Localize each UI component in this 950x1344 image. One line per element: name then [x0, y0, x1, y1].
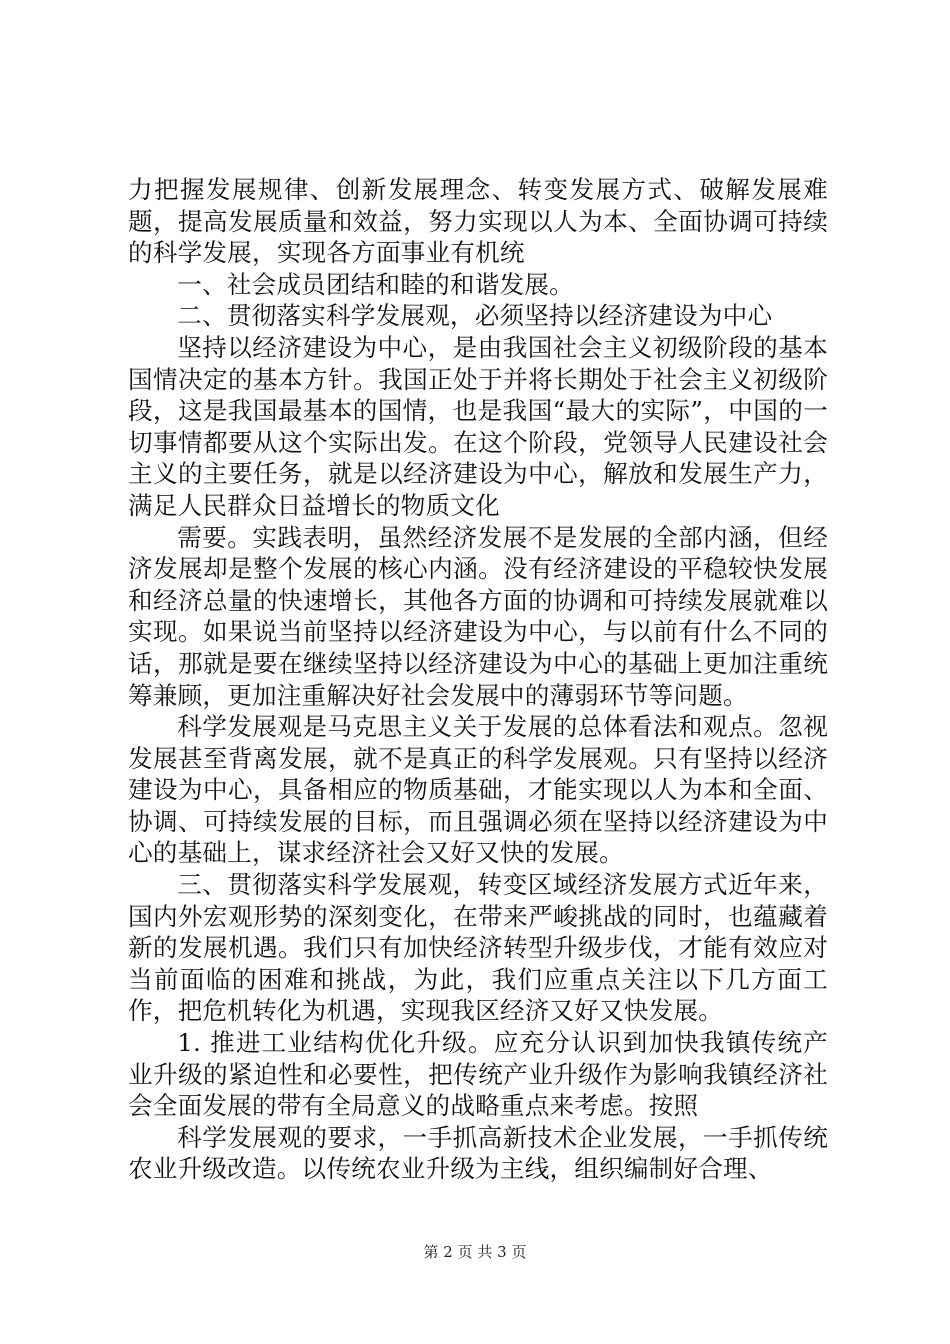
paragraph-body: 坚持以经济建设为中心，是由我国社会主义初级阶段的基本国情决定的基本方针。我国正处于并将长期处于社会主义初级阶段，这是我国最基本的国情，也是我国“最大的实际”，中国的一切事情都要从这个实际出发。在这个阶段，党领导人民建设社会主义的主要任务，就是以经济建设为中心，解放和发展生产力，满足人民群众日益增长的物质文化 — [128, 332, 828, 520]
paragraph-continuation: 力把握发展规律、创新发展理念、转变发展方式、破解发展难题，提高发展质量和效益，努力实现以人为本、全面协调可持续的科学发展，实现各方面事业有机统 — [128, 175, 828, 268]
page-number: 第 2 页 共 3 页 — [423, 1243, 527, 1261]
paragraph-heading-3: 三、贯彻落实科学发展观，转变区域经济发展方式近年来，国内外宏观形势的深刻变化，在带来严峻挑战的同时，也蕴藏着新的发展机遇。我们只有加快经济转型升级步伐，才能有效应对当前面临的困难和挑战，为此，我们应重点关注以下几方面工作，把危机转化为机遇，实现我区经济又好又快发展。 — [128, 870, 828, 1026]
document-body — [128, 174, 828, 1185]
paragraph-body: 需要。实践表明，虽然经济发展不是发展的全部内涵，但经济发展却是整个发展的核心内涵。没有经济建设的平稳较快发展和经济总量的快速增长，其他各方面的协调和可持续发展就难以实现。如果说当前坚持以经济建设为中心，与以前有什么不同的话，那就是要在继续坚持以经济建设为中心的基础上更加注重统筹兼顾，更加注重解决好社会发展中的薄弱环节等问题。 — [128, 522, 828, 710]
paragraph-heading-1: 一、社会成员团结和睦的和谐发展。 — [177, 269, 574, 299]
paragraph-list-item: 1. 推进工业结构优化升级。应充分认识到加快我镇传统产业升级的紧迫性和必要性，把传统产业升级作为影响我镇经济社会全面发展的带有全局意义的战略重点来考虑。按照 — [128, 1028, 828, 1121]
paragraph-body: 科学发展观的要求，一手抓高新技术企业发展，一手抓传统农业升级改造。以传统农业升级为主线，组织编制好合理、 — [128, 1122, 828, 1184]
paragraph-body: 科学发展观是马克思主义关于发展的总体看法和观点。忽视发展甚至背离发展，就不是真正的科学发展观。只有坚持以经济建设为中心，具备相应的物质基础，才能实现以人为本和全面、协调、可持续发展的目标，而且强调必须在坚持以经济建设为中心的基础上，谋求经济社会又好又快的发展。 — [128, 712, 828, 868]
page-footer — [0, 1242, 950, 1262]
paragraph-heading-2: 二、贯彻落实科学发展观，必须坚持以经济建设为中心 — [177, 301, 773, 331]
